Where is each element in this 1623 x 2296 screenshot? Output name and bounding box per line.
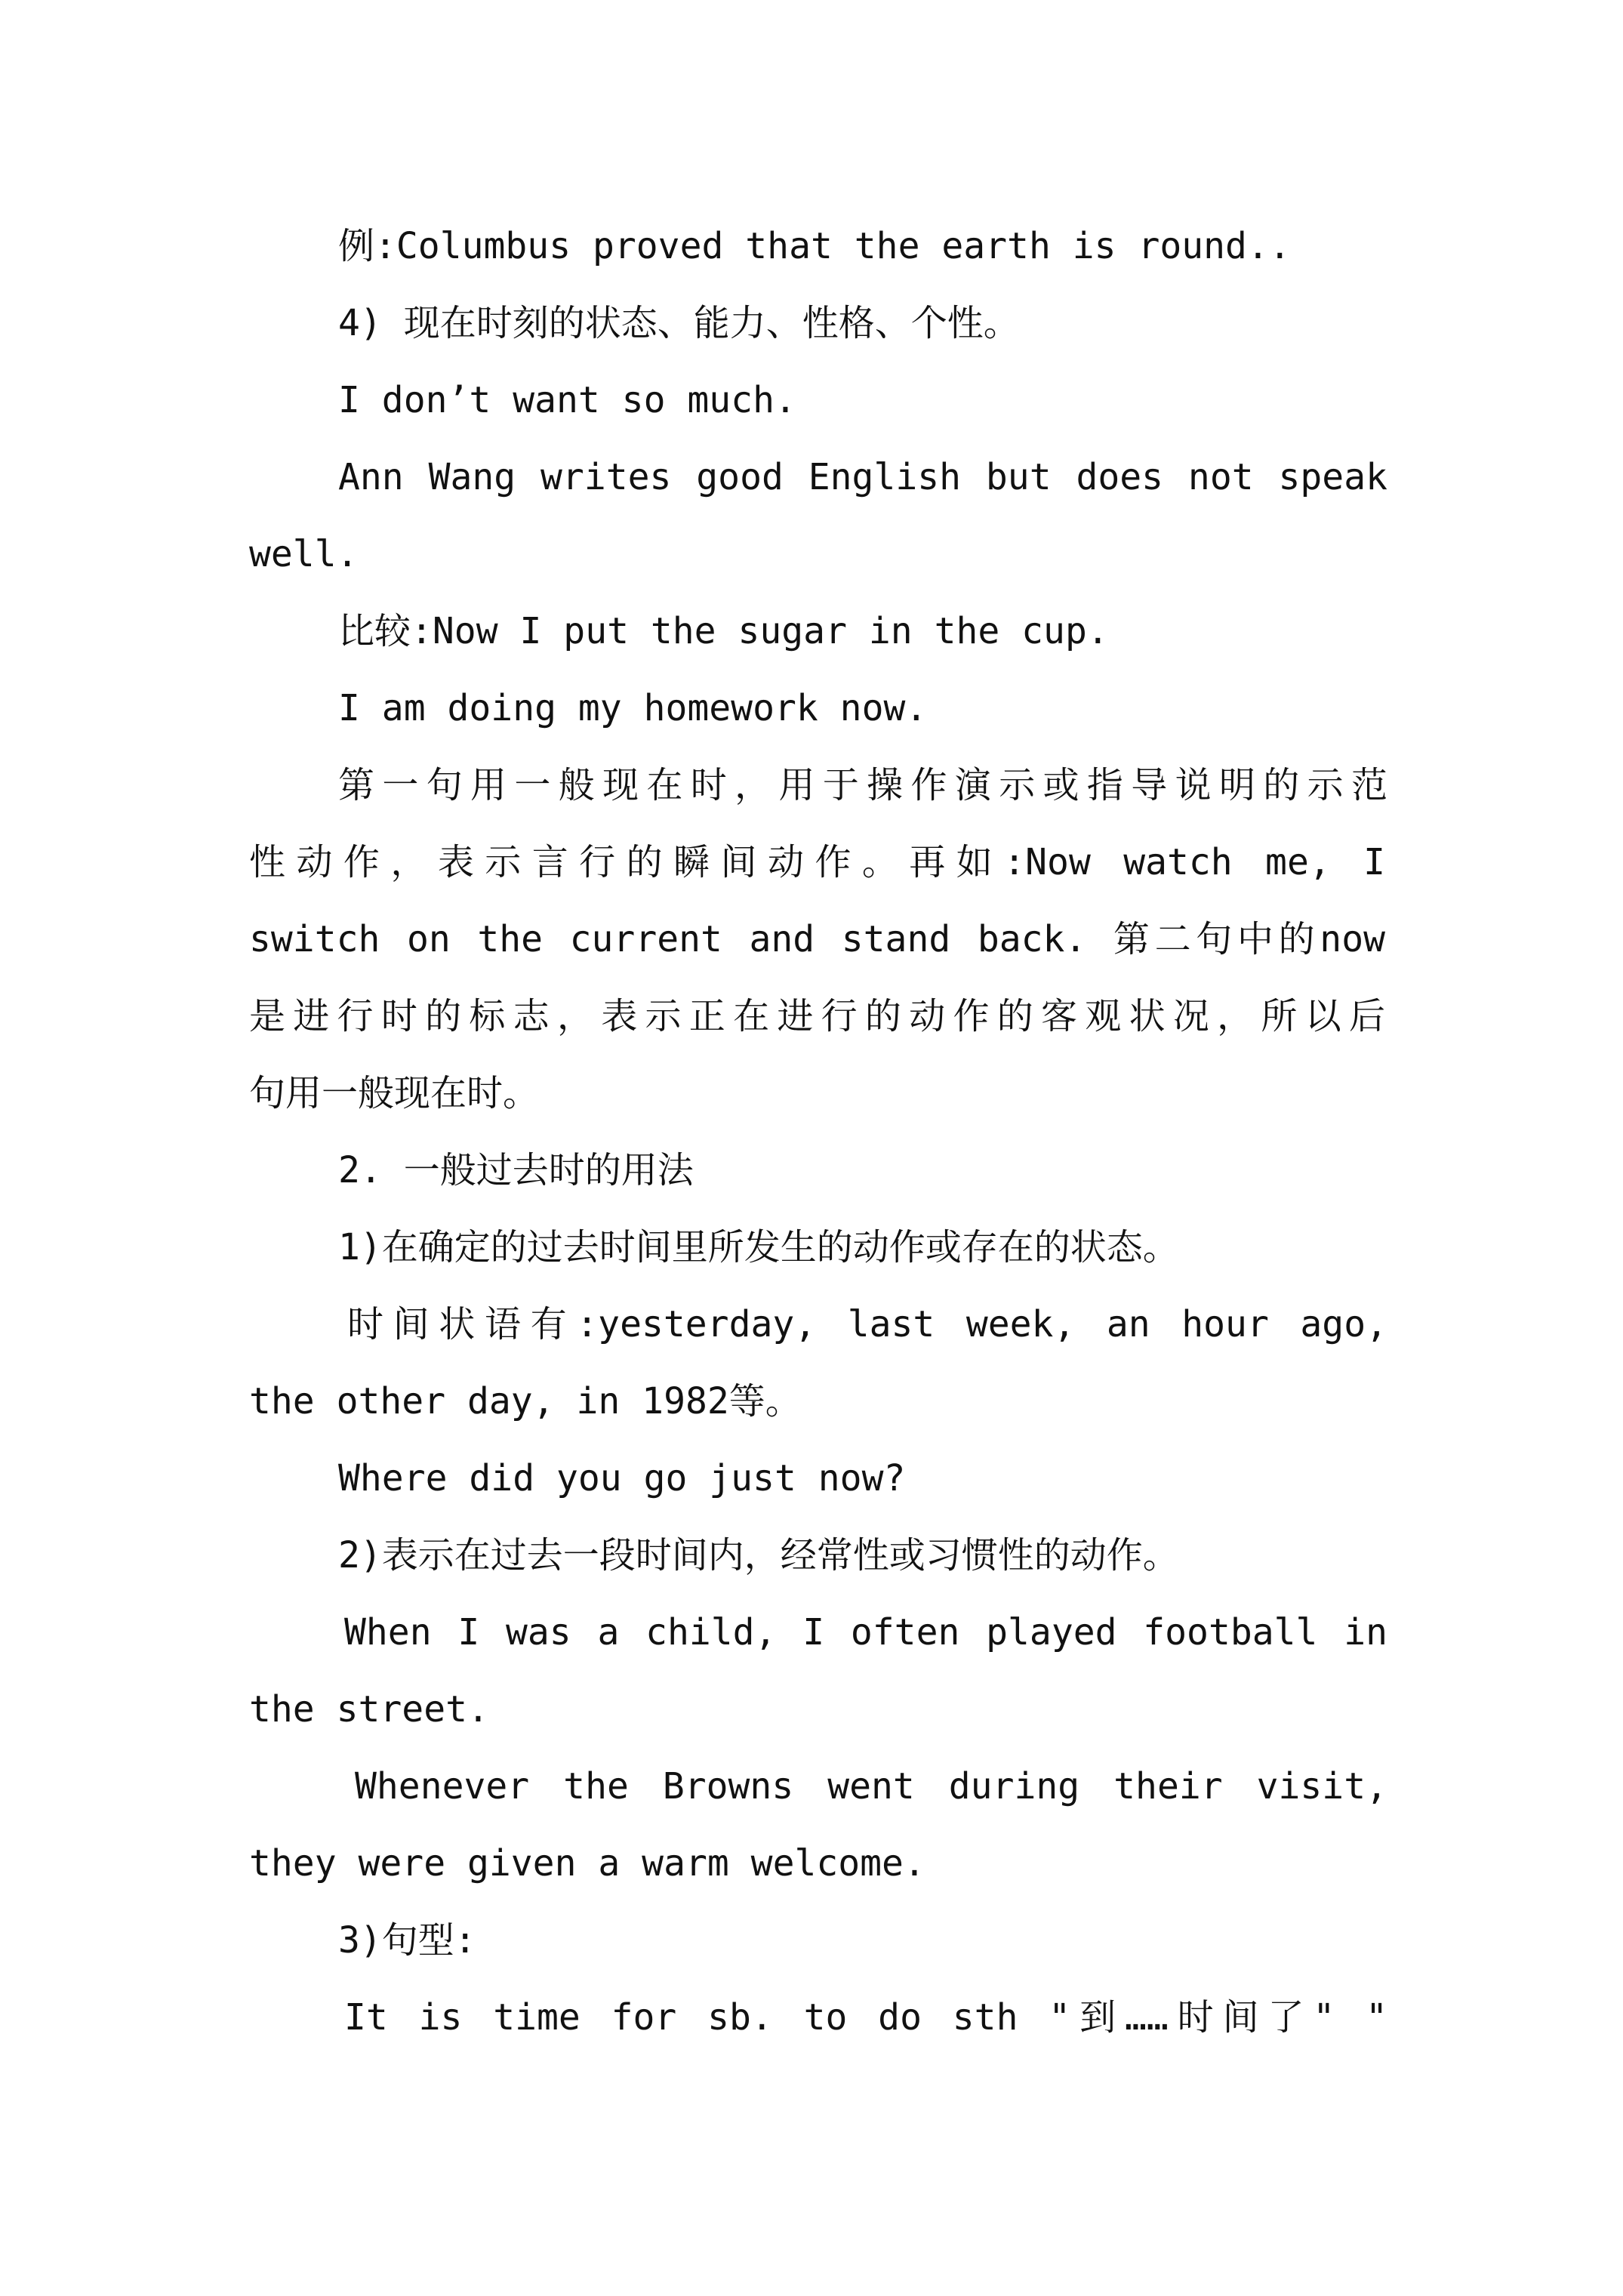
- text-line: 比较:Now I put the sugar in the cup.: [338, 610, 1109, 652]
- text-line: the street.: [249, 1688, 489, 1730]
- text-line: Where did you go just now?: [338, 1457, 906, 1499]
- text-line: 是进行时的标志，表示正在进行的动作的客观状况，所以后: [249, 995, 1385, 1037]
- text-line: 例:Columbus proved that the earth is round..: [338, 225, 1291, 267]
- text-line: When I was a child, I often played football in: [344, 1611, 1387, 1653]
- text-line: they were given a warm welcome.: [249, 1842, 925, 1885]
- text-line: 性动作，表示言行的瞬间动作。再如:Now watch me, I: [249, 841, 1385, 883]
- text-line: I am doing my homework now.: [338, 687, 928, 729]
- text-line: 1)在确定的过去时间里所发生的动作或存在的状态。: [338, 1226, 1179, 1268]
- text-line: It is time for sb. to do sth "到……时间了" ": [344, 1996, 1387, 2039]
- text-line: 时间状语有:yesterday, last week, an hour ago,: [347, 1303, 1387, 1345]
- text-line: well.: [249, 533, 359, 575]
- text-line: Ann Wang writes good English but does not speak: [338, 456, 1387, 498]
- text-line: 2)表示在过去一段时间内，经常性或习惯性的动作。: [338, 1534, 1179, 1576]
- text-line: the other day, in 1982等。: [249, 1380, 802, 1422]
- text-line: 句用一般现在时。: [249, 1072, 540, 1114]
- text-line: 第一句用一般现在时，用于操作演示或指导说明的示范: [338, 764, 1387, 806]
- text-line: Whenever the Browns went during their visit,: [355, 1765, 1387, 1808]
- text-line: 4) 现在时刻的状态、能力、性格、个性。: [338, 302, 1020, 344]
- section-heading: 2. 一般过去时的用法: [338, 1149, 694, 1191]
- text-line: 3)句型:: [338, 1919, 476, 1962]
- text-line: I don’t want so much.: [338, 379, 796, 421]
- text-line: switch on the current and stand back. 第二句中的now: [249, 918, 1385, 960]
